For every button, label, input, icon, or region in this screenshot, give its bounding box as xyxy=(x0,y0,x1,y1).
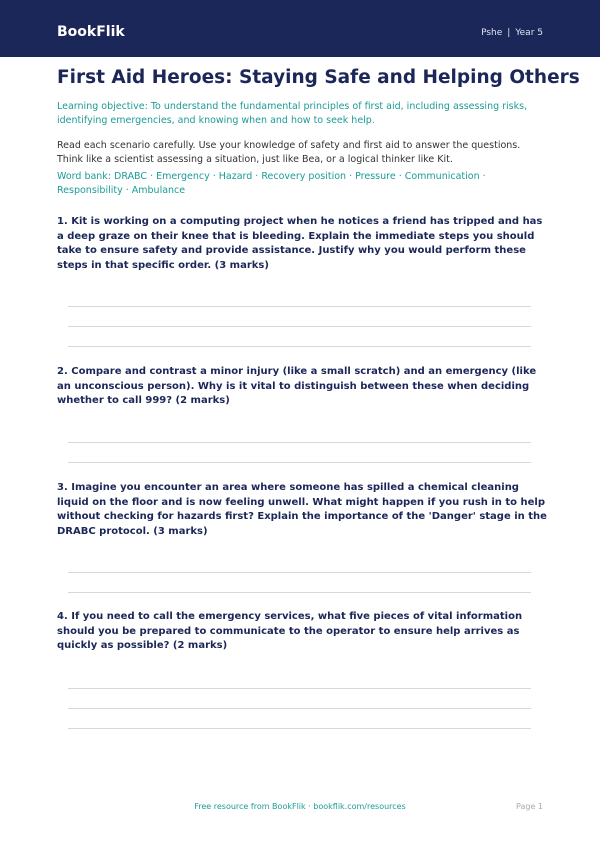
answer-line[interactable] xyxy=(68,442,531,443)
answer-line[interactable] xyxy=(68,462,531,463)
answer-line[interactable] xyxy=(68,708,531,709)
year-label: Year 5 xyxy=(515,28,543,38)
footer-resource-link[interactable]: Free resource from BookFlik · bookflik.com/resources xyxy=(194,802,406,811)
answer-line[interactable] xyxy=(68,326,531,327)
question-3: 3. Imagine you encounter an area where someone has spilled a chemical cleaning liquid on the floor and is now feeling unwell. What might happen if you rush in to help without checking for hazards first? Explain the importance of the 'Danger' stage in the DRABC protocol. (3 marks) xyxy=(57,482,547,537)
answer-line[interactable] xyxy=(68,688,531,689)
meta-separator: | xyxy=(507,28,511,38)
page-number: Page 1 xyxy=(516,802,543,811)
header-meta xyxy=(481,28,543,38)
question-2: 2. Compare and contrast a minor injury (like a small scratch) and an emergency (like an unconscious person). Why is it vital to distinguish between these when deciding whether to call 999? (2 marks) xyxy=(57,366,537,406)
answer-line[interactable] xyxy=(68,728,531,729)
page-header xyxy=(0,0,600,57)
question-1: 1. Kit is working on a computing project when he notices a friend has tripped and has a deep graze on their knee that is bleeding. Explain the immediate steps you should take to ensure safety and provide assistance. Justify why you would perform these steps in that specific order. (3 marks) xyxy=(57,216,543,271)
instructions: Read each scenario carefully. Use your knowledge of safety and first aid to answer the questions. Think like a scientist assessing a situation, just like Bea, or a logical thinker like Kit. xyxy=(57,140,521,165)
answer-line[interactable] xyxy=(68,592,531,593)
word-bank: Word bank: DRABC · Emergency · Hazard · Recovery position · Pressure · Communication · Responsibility · Ambulance xyxy=(57,171,486,196)
learning-objective: Learning objective: To understand the fundamental principles of first aid, including assessing risks, identifying emergencies, and knowing when and how to seek help. xyxy=(57,101,528,126)
answer-line[interactable] xyxy=(68,572,531,573)
subject-label: Pshe xyxy=(481,28,503,38)
question-4: 4. If you need to call the emergency services, what five pieces of vital information should you be prepared to communicate to the operator to ensure help arrives as quickly as possible? (2 marks) xyxy=(57,611,523,651)
brand-logo-text: BookFlik xyxy=(57,24,125,40)
answer-line[interactable] xyxy=(68,346,531,347)
page-title: First Aid Heroes: Staying Safe and Helping Others xyxy=(57,67,580,88)
answer-line[interactable] xyxy=(68,306,531,307)
